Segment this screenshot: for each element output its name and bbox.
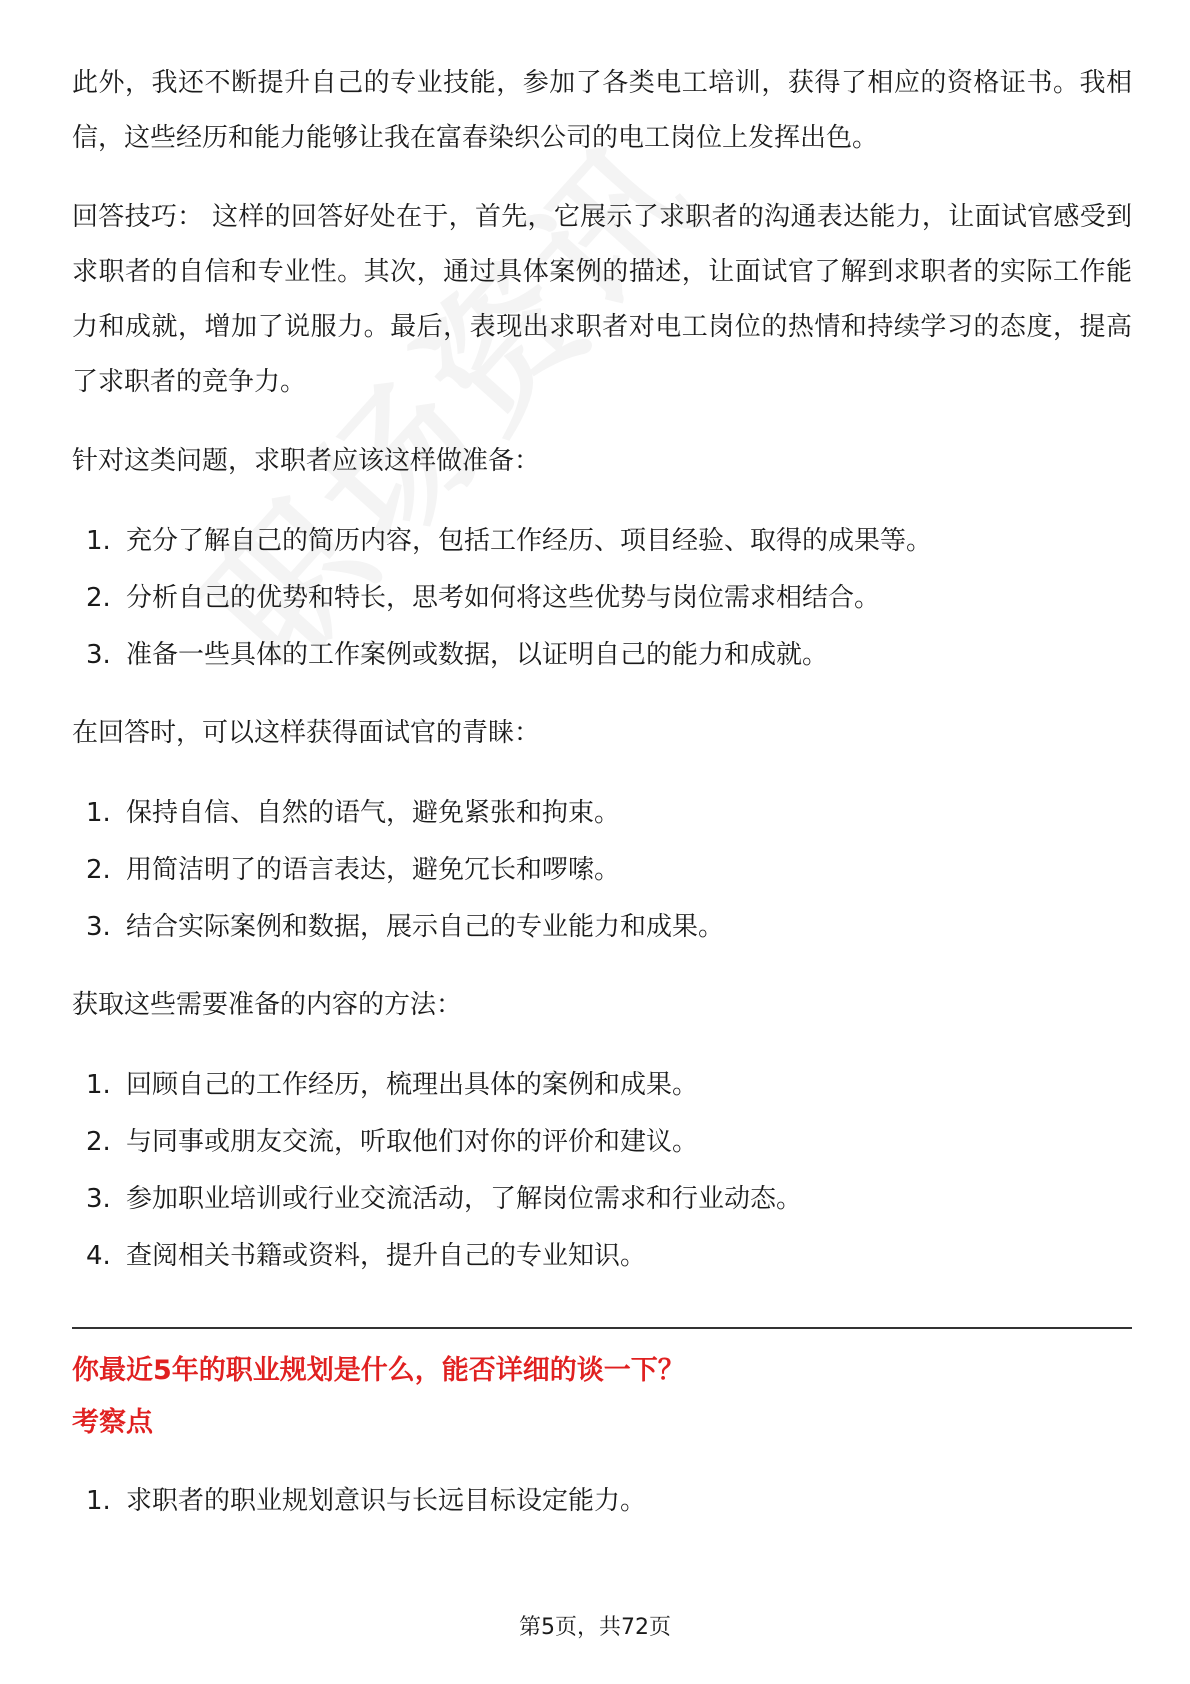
assessment-points-list [72, 1473, 1132, 1530]
page-content [72, 56, 1132, 1530]
list-item [72, 842, 1132, 899]
page-footer: 第5页，共72页 [519, 1615, 671, 1640]
question-title: 你最近5年的职业规划是什么，能否详细的谈一下？ [72, 1355, 685, 1386]
list-item [72, 1057, 1132, 1114]
list-item [72, 1228, 1132, 1285]
list-number: 3. [86, 640, 111, 670]
list-number: 3. [86, 912, 111, 942]
list-number: 1. [86, 798, 111, 828]
section-heading-methods: 获取这些需要准备的内容的方法： [72, 990, 463, 1020]
list-item-text: 准备一些具体的工作案例或数据，以证明自己的能力和成就。 [126, 640, 829, 670]
list-number: 2. [86, 583, 111, 613]
answer-list [72, 785, 1132, 956]
list-item-text: 求职者的职业规划意识与长远目标设定能力。 [126, 1486, 647, 1516]
list-item-text: 参加职业培训或行业交流活动，了解岗位需求和行业动态。 [126, 1184, 803, 1214]
prepare-list [72, 513, 1132, 684]
list-item [72, 570, 1132, 627]
list-item-text: 与同事或朋友交流，听取他们对你的评价和建议。 [126, 1127, 699, 1157]
answer-tips-paragraph: 回答技巧： 这样的回答好处在于，首先，它展示了求职者的沟通表达能力，让面试官感受到求职者的自信和专业性。其次，通过具体案例的描述，让面试官了解到求职者的实际工作能力和成就，增加了说服力。最后，表现出求职者对电工岗位的热情和持续学习的态度，提高了求职者的竞争力。 [72, 202, 1132, 397]
list-item [72, 513, 1132, 570]
methods-list [72, 1057, 1132, 1285]
list-item-text: 用简洁明了的语言表达，避免冗长和啰嗦。 [126, 855, 621, 885]
list-item-text: 结合实际案例和数据，展示自己的专业能力和成果。 [126, 912, 725, 942]
list-item-text: 分析自己的优势和特长，思考如何将这些优势与岗位需求相结合。 [126, 583, 881, 613]
assessment-points-heading: 考察点 [72, 1407, 153, 1438]
list-item [72, 1114, 1132, 1171]
list-item-text: 保持自信、自然的语气，避免紧张和拘束。 [126, 798, 621, 828]
list-number: 1. [86, 1070, 111, 1100]
list-item [72, 785, 1132, 842]
section-divider [72, 1327, 1132, 1329]
list-item [72, 627, 1132, 684]
list-number: 4. [86, 1241, 111, 1271]
list-item [72, 1171, 1132, 1228]
list-number: 2. [86, 855, 111, 885]
list-item-text: 充分了解自己的简历内容，包括工作经历、项目经验、取得的成果等。 [126, 526, 933, 556]
list-item-text: 回顾自己的工作经历，梳理出具体的案例和成果。 [126, 1070, 699, 1100]
section-heading-prepare: 针对这类问题，求职者应该这样做准备： [72, 446, 541, 476]
list-item [72, 1473, 1132, 1530]
section-heading-answer: 在回答时，可以这样获得面试官的青睐： [72, 718, 541, 748]
list-number: 2. [86, 1127, 111, 1157]
list-number: 1. [86, 526, 111, 556]
list-number: 3. [86, 1184, 111, 1214]
list-item-text: 查阅相关书籍或资料，提升自己的专业知识。 [126, 1241, 647, 1271]
list-number: 1. [86, 1486, 111, 1516]
list-item [72, 899, 1132, 956]
paragraph: 此外，我还不断提升自己的专业技能，参加了各类电工培训，获得了相应的资格证书。我相信，这些经历和能力能够让我在富春染织公司的电工岗位上发挥出色。 [72, 68, 1132, 153]
